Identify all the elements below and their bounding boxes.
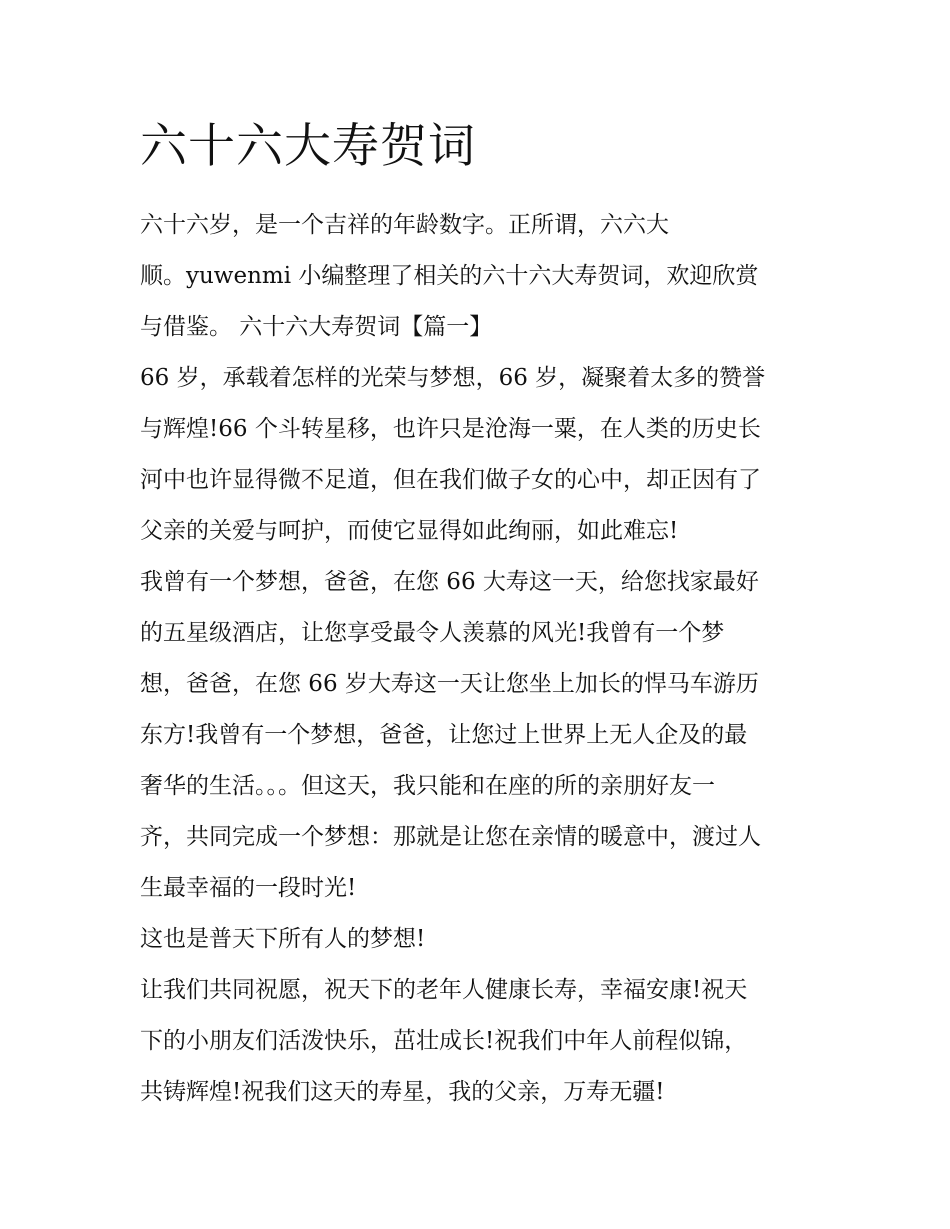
text-line: 的五星级酒店，让您享受最令人羡慕的风光!我曾有一个梦 bbox=[140, 620, 725, 646]
text-line: 生最幸福的一段时光! bbox=[140, 875, 357, 901]
text-line: 东方!我曾有一个梦想，爸爸，让您过上世界上无人企及的最 bbox=[140, 722, 748, 748]
page-title: 六十六大寿贺词 bbox=[140, 119, 476, 174]
text-line: 齐，共同完成一个梦想：那就是让您在亲情的暖意中，渡过人 bbox=[140, 824, 761, 850]
text-line: 想，爸爸，在您 66 岁大寿这一天让您坐上加长的悍马车游历 bbox=[140, 671, 759, 697]
text-line: 下的小朋友们活泼快乐，茁壮成长!祝我们中年人前程似锦， bbox=[140, 1028, 748, 1054]
text-line: 66 岁，承载着怎样的光荣与梦想，66 岁，凝聚着太多的赞誉 bbox=[140, 365, 766, 391]
text-line: 让我们共同祝愿，祝天下的老年人健康长寿，幸福安康!祝天 bbox=[140, 977, 748, 1003]
text-line: 六十六岁，是一个吉祥的年龄数字。正所谓，六六大 bbox=[140, 212, 669, 238]
text-line: 我曾有一个梦想，爸爸，在您 66 大寿这一天，给您找家最好 bbox=[140, 569, 759, 595]
document-body bbox=[140, 112, 812, 1118]
text-line: 奢华的生活。。。但这天，我只能和在座的所的亲朋好友一 bbox=[140, 773, 715, 799]
text-line: 与辉煌!66 个斗转星移，也许只是沧海一粟，在人类的历史长 bbox=[140, 416, 761, 442]
text-line: 河中也许显得微不足道，但在我们做子女的心中，却正因有了 bbox=[140, 467, 761, 493]
text-line: 这也是普天下所有人的梦想! bbox=[140, 926, 426, 952]
text-line: 共铸辉煌!祝我们这天的寿星，我的父亲，万寿无疆! bbox=[140, 1079, 665, 1105]
text-line: 父亲的关爱与呵护，而使它显得如此绚丽，如此难忘! bbox=[140, 518, 679, 544]
text-line: 顺。yuwenmi 小编整理了相关的六十六大寿贺词，欢迎欣赏 bbox=[140, 263, 759, 289]
text-line: 与借鉴。 六十六大寿贺词【篇一】 bbox=[140, 314, 493, 340]
